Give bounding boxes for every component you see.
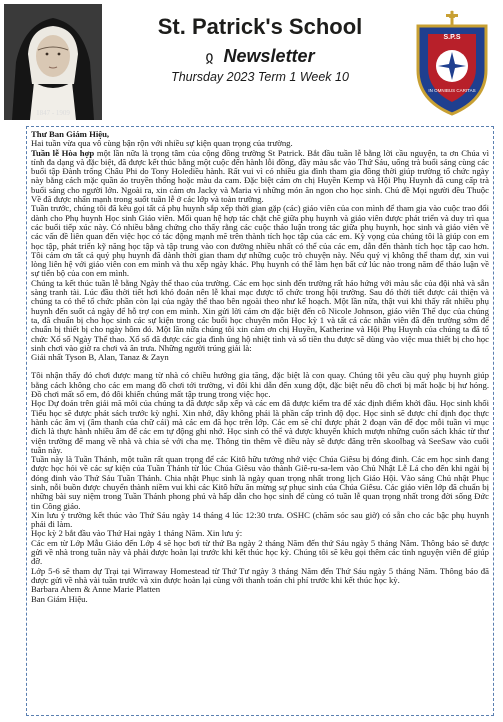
founder-portrait xyxy=(4,4,102,120)
letter-paragraph: Tuần này là Tuần Thánh, một tuần rất quan trọng để các Kitô hữu tưởng nhớ việc Chúa Giêsu bị đóng đinh. Các em học sinh đang được học hỏi về các sự kiện của Tuần Thánh từ lúc Chúa Giêsu vào thành Giê-ru-sa-lem vào Chủ Nhật Lễ Lá cho đến khi ngài bị đóng đinh vào Thứ Sáu Tuần Thánh. Chia nhật Phục sinh là ngày quan trọng nhất trong lịch Giáo Hội. Vào sáng Chủ nhật Phục sinh, nỗi buồn được chuyển thành niềm vui khi các Kitô hữu ăn mừng sự phục sinh của Chúa Giêsu. Các giáo viên lớp đã chuẩn bị những bài suy niệm trong Tuần Thánh phong phú và hấp dẫn cho học sinh để cùng có tuần lễ quan trọng nhất trong đời sống Đức tin Công giáo. xyxy=(31,454,489,511)
newsletter-label: Newsletter xyxy=(223,46,315,66)
newsletter-header xyxy=(0,0,503,125)
harmony-week-text: một lần nữa là trọng tâm của cộng đồng trường St Patrick. Bắt đầu tuần lễ bằng lời cầu nguyện, ta ơn Chúa vì tính đa dạng và đặc biệt, đã được kết thúc bằng một cuộc đến hành lỗi đồng, đầy màu sắc vào Thứ Sáu, uống trà buổi sáng cùng các buổi tập Đành trống Châu Phi do Tony Holediều hành. Rất vui vì có nhiều gia đình tham gia đồng thời giúp trường tổ chức ngày này bằng cách mặc quần áo truyền thống hoặc màu da cam. Đặc biệt cảm ơn chị Huyền Kemp và Hội Phụ Huynh đã cung cấp trà buổi sáng cho người lớn. Ngoài ra, xin cảm ơn Jacky và Maria vì những món ăn ngon cho học sinh. Chủ đề Mọi người đều Thuộc Về đã được nhấn mạnh trong suốt tuần lễ ở các lớp và toàn trường. xyxy=(31,147,489,205)
crest-motto: IN OMNIBUS CARITAS xyxy=(428,88,476,93)
principals-letter xyxy=(26,126,494,716)
newsletter-title xyxy=(100,46,420,67)
letter-paragraph: Tuần trước, chúng tôi đã kêu gọi tất cả phụ huynh sắp xếp thời gian gặp (các) giáo viên của con mình để tham gia vào cuộc trao đổi dành cho Phụ huynh Học sinh Giáo viên. Mối quan hệ hợp tác chặt chẽ giữa phụ huynh và giáo viên được phát triển và duy trì qua các buổi tiếp xúc này. Có nhiều bằng chứng cho thấy rằng các cuộc thảo luận trong tác giữa phụ huynh, học sinh và giáo viên về các vấn đề liên quan đến việc học có tác động mạnh mẽ trên thành tích học tập của các em. Kỳ vọng của chúng tôi là giúp con em học tập, phát triển kỹ năng học tập và tập trung vào con đường nhiều nhất có thể của các em, dẫn đến thành tích học tập cao hơn. Tôi cảm ơn tất cả quý phụ huynh đã dành thời gian tham dự những cuộc trò chuyện này. Nếu quý vị không thể tham dự, xin vui lòng liên hệ với giáo viên con em mình và thu xếp ngày khác. Phụ huynh có thể làm hẹn bất cứ lúc nào trong năm để thảo luận về sự tiến bộ của con em mình. xyxy=(31,203,489,279)
letter-paragraph: Học kỳ 2 bắt đầu vào Thứ Hai ngày 1 tháng Năm. Xin lưu ý: xyxy=(31,528,243,539)
crest-initials: S.P.S xyxy=(443,34,461,41)
issue-date: Thursday 2023 Term 1 Week 10 xyxy=(171,70,349,84)
letter-paragraph: Chúng ta kết thúc tuần lễ bằng Ngày thể thao của trường. Các em học sinh đến trường rất háo hứng với màu sắc của đội nhà và sẵn sàng tranh tài. Lúc đầu thời tiết hơi khó đoán nên lễ khai mạc được tổ chức trong hội trường. Sau đó thời tiết được cải thiện và chúng ta có thể tổ chức phần còn lại của ngày thể thao bên ngoài theo như kế hoạch. Một lần nữa, thật vui khi thấy rất nhiều phụ huynh đến suốt cả ngày để hỗ trợ con em mình. Xin gửi lời cảm ơn đặc biệt đến cô Nicole Johnson, giáo viên Thể dục của chúng ta, đã chuẩn bị cho học sinh các sự kiện trong các buổi học chuyên môn Học kỳ 1 và tất cả các nhân viên đã đến trường sớm để chuẩn bị thiết bị cho ngày hôm đó. Một lần nữa chúng tôi xin cảm ơn chị Huyền, Katherine và Hội Phụ Huynh của chúng ta đã tổ chức Xổ số Ngày Thể thao. Xổ số đã được các gia đình ủng hộ nhiệt tình và số tiền thu được sẽ dùng vào việc mua thiết bị cho học sinh chơi vào giờ ra chơi và ăn trưa. Những người trúng giải là: xyxy=(31,277,489,353)
letter-paragraph: Các em từ Lớp Mẫu Giáo đến Lớp 4 sẽ học bơi từ thứ Ba ngày 2 tháng Năm đến thứ Sáu ngày 5 tháng Năm. Thông báo sẽ được gửi về nhà trong tuần này và phải được hoàn lại trước khi kết thúc học kỳ. Chúng tôi sẽ kêu gọi thêm các tình nguyện viên để giúp đỡ. xyxy=(31,537,489,567)
letter-paragraph: Hai tuần vừa qua vô cùng bận rộn với nhiều sự kiện quan trọng của trường. xyxy=(31,138,293,149)
raffle-winners: Giải nhất Tyson B, Alan, Tanaz & Zayn xyxy=(31,352,169,363)
letter-paragraph: Xin lưu ý trường kết thúc vào Thứ Sáu ngày 14 tháng 4 lúc 12:30 trưa. OSHC (chăm sóc sau giờ) có sẵn cho các bậc phụ huynh phải đi làm. xyxy=(31,509,489,530)
school-name: St. Patrick's School xyxy=(157,14,363,39)
portrait-caption: 1847 - 1909 xyxy=(36,109,70,117)
letter-paragraph: Học Dự đoán trên giải mã môi của chúng ta đã được sắp xếp và các em đã được kiểm tra để xác định điểm khởi đầu. Học sinh khối Tiểu học sẽ được phát sách trước kỳ nghỉ. Xin nhớ, đây không phải là phần cấp trình độ đọc. Học sinh sẽ được chỉ định đọc thực hành các âm vị (âm thanh của chữ cái) mà các em đã học trên lớp. Các em sẽ chỉ được phát 2 đoạn văn để đọc mỗi tuần vì mục đích là thực hành nhiều âm để các em tự động ghi nhớ. Học sinh có thể và được khuyến khích mượn những cuốn sách khác từ thư viện trường để mang về nhà và chia sẻ với cha mẹ. Thông tin thêm về điều này sẽ được đăng trên skoolbag và SeeSaw vào cuối tuần này. xyxy=(31,398,489,455)
signoff-names: Barbara Ahem & Anne Marie Platten xyxy=(31,584,161,595)
crest-shield-icon xyxy=(414,8,490,116)
newsletter-ornament-icon: ჲ xyxy=(205,49,214,66)
letter-paragraph xyxy=(31,149,489,205)
letter-paragraph: Lớp 5-6 sẽ tham dự Trại tại Wirraway Homestead từ Thứ Tư ngày 3 tháng Năm đến Thứ Sáu ngày 5 tháng Năm. Thông báo đã được gửi về nhà vài tuần trước và xin được hoàn lại cùng với thanh toán chi phí trước khi kết thúc học kỳ. xyxy=(31,565,489,585)
letter-paragraph: Tôi nhận thấy đó chơi được mang từ nhà có chiều hướng gia tăng, đặc biệt là con quay. Chúng tôi yêu cầu quý phụ huynh giúp bằng cách không cho các em mang đồ chơi tới trường, vì đôi khi dẫn đến xung đột, đặc biệt nếu đồ chơi bị mất hoặc bị hư hỏng. Đồ chơi mất sổ em, đó đôi khiến chúng mất tập trung trong việc học. xyxy=(31,370,489,400)
portrait-image xyxy=(4,4,102,120)
harmony-week-lead: Tuần lễ Hòa hợp xyxy=(31,147,95,158)
letter-heading: Thư Ban Giám Hiệu, xyxy=(31,129,110,139)
school-crest xyxy=(414,8,490,116)
signoff-title: Ban Giám Hiệu. xyxy=(31,593,88,604)
